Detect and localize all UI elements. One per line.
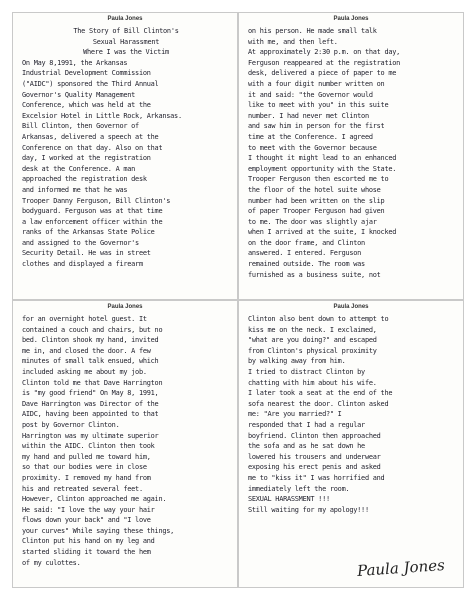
text-line: ("AIDC") sponsored the Third Annual	[22, 79, 159, 88]
text-line: is "my good friend" On May 8, 1991,	[22, 389, 159, 398]
text-line: the sofa and as he sat down he	[248, 442, 365, 451]
signature: Paula Jones	[356, 555, 446, 581]
page-3	[13, 301, 237, 587]
text-line: from Clinton's physical proximity	[248, 346, 377, 355]
text-line: bodyguard. Ferguson was at that time	[22, 207, 163, 216]
letter-sheet	[12, 12, 464, 588]
text-line: the floor of the hotel suite whose	[248, 185, 381, 194]
text-line: I tried to distract Clinton by	[248, 367, 365, 376]
page-header: Paula Jones	[107, 304, 143, 310]
text-line: when I arrived at the suite, I knocked	[248, 228, 397, 237]
text-line: approached the registration desk	[22, 175, 147, 184]
text-line: post by Governor Clinton.	[22, 420, 120, 429]
page-header: Paula Jones	[107, 16, 143, 22]
text-line: Industrial Development Commission	[22, 69, 151, 78]
title-line: Sexual Harassment	[92, 37, 160, 46]
text-line: Clinton also bent down to attempt to	[248, 315, 389, 323]
text-line: boyfriend. Clinton then approached	[248, 431, 381, 440]
text-line: Security Detail. He was in street	[22, 249, 151, 258]
text-line: sofa nearest the door. Clinton asked	[248, 399, 389, 408]
text-line: I thought it might lead to an enhanced	[248, 154, 397, 163]
text-line: On May 8,1991, the Arkansas	[22, 58, 128, 67]
text-line: on the door frame, and Clinton	[248, 238, 365, 247]
text-line: included asking me about my job.	[22, 367, 147, 376]
text-line: Conference, which was held at the	[22, 101, 151, 110]
text-line: Excelsior Hotel in Little Rock, Arkansas.	[22, 111, 182, 120]
text-line: and assigned to the Governor's	[22, 238, 139, 247]
text-line: responded that I had a regular	[248, 420, 365, 429]
text-line: exposing his erect penis and asked	[248, 463, 381, 472]
text-line: his and retreated several feet.	[22, 484, 143, 493]
text-line: remained outside. The room was	[248, 260, 365, 269]
text-line: me to "kiss it" I was horrified and	[248, 473, 385, 482]
text-line: it and said: "the Governor would	[248, 90, 373, 99]
text-line: with me, and then left.	[248, 37, 338, 46]
text-line: number. I had never met Clinton	[248, 111, 369, 120]
text-line: Arkansas, delivered a speech at the	[22, 132, 159, 141]
text-line: Clinton put his hand on my leg and	[22, 537, 155, 546]
text-line: proximity. I removed my hand from	[22, 473, 151, 482]
text-line: with a four digit number written on	[248, 79, 385, 88]
text-line: Still waiting for my apology!!!	[248, 505, 369, 514]
text-line: by walking away from him.	[248, 357, 346, 366]
text-line: to meet with the Governor because	[248, 143, 377, 152]
text-line: AIDC, having been appointed to that	[22, 410, 159, 419]
text-line: Conference on that day. Also on that	[22, 143, 163, 152]
text-line: desk, delivered a piece of paper to me	[248, 69, 397, 78]
page-1-text	[13, 25, 237, 270]
text-line: so that our bodies were in close	[22, 463, 147, 472]
text-line: like to meet with you" in this suite	[248, 101, 389, 110]
text-line: SEXUAL HARASSMENT !!!	[248, 495, 330, 504]
text-line: within the AIDC. Clinton then took	[22, 442, 155, 451]
text-line: "what are you doing?" and escaped	[248, 336, 377, 345]
text-line: Ferguson reappeared at the registration	[248, 58, 401, 67]
text-line: bed. Clinton shook my hand, invited	[22, 336, 159, 345]
text-line: and saw him in person for the first	[248, 122, 385, 131]
text-line: contained a couch and chairs, but no	[22, 325, 163, 334]
text-line: answered. I entered. Ferguson	[248, 249, 362, 258]
text-line: of my culottes.	[22, 558, 81, 567]
text-line: kiss me on the neck. I exclaimed,	[248, 325, 377, 334]
text-line: number had been written on the slip	[248, 196, 385, 205]
text-line: day, I worked at the registration	[22, 154, 151, 163]
text-line: At approximately 2:30 p.m. on that day,	[248, 48, 401, 57]
text-line: for an overnight hotel guest. It	[22, 315, 147, 323]
text-line: Bill Clinton, then Governor of	[22, 122, 139, 131]
page-4-text	[239, 313, 463, 515]
text-line: me: "Are you married?" I	[248, 410, 342, 419]
text-line: I later took a seat at the end of the	[248, 389, 393, 398]
text-line: Trooper Danny Ferguson, Bill Clinton's	[22, 196, 171, 205]
text-line: of paper Trooper Ferguson had given	[248, 207, 385, 216]
text-line: Harrington was my ultimate superior	[22, 431, 159, 440]
text-line: However, Clinton approached me again.	[22, 495, 167, 504]
text-line: clothes and displayed a firearm	[22, 260, 143, 269]
text-line: chatting with him about his wife.	[248, 378, 377, 387]
text-line: He said: "I love the way your hair	[22, 505, 155, 514]
page-header: Paula Jones	[333, 16, 369, 22]
text-line: Clinton told me that Dave Harrington	[22, 378, 163, 387]
text-line: furnished as a business suite, not	[248, 270, 381, 279]
text-line: Trooper Ferguson then escorted me to	[248, 175, 389, 184]
text-line: Governor's Quality Management	[22, 90, 136, 99]
text-line: to me. The door was slightly ajar	[248, 217, 377, 226]
text-line: started sliding it toward the hem	[22, 548, 151, 557]
page-3-text	[13, 313, 237, 568]
text-line: ranks of the Arkansas State Police	[22, 228, 155, 237]
text-line: a law enforcement officer within the	[22, 217, 163, 226]
page-2	[239, 13, 463, 299]
text-line: my hand and pulled me toward him,	[22, 452, 151, 461]
title-line: Where I was the Victim	[83, 48, 169, 57]
text-line: desk at the Conference. A man	[22, 164, 136, 173]
page-1	[13, 13, 237, 299]
text-line: your curves" While saying these things,	[22, 526, 175, 535]
text-line: immediately left the room.	[248, 484, 350, 493]
text-line: on his person. He made small talk	[248, 27, 377, 35]
page-2-text	[239, 25, 463, 280]
title-line: The Story of Bill Clinton's	[73, 27, 179, 35]
page-4	[239, 301, 463, 587]
text-line: employment opportunity with the State.	[248, 164, 397, 173]
text-line: flows down your back" and "I love	[22, 516, 151, 525]
text-line: lowered his trousers and underwear	[248, 452, 381, 461]
text-line: minutes of small talk ensued, which	[22, 357, 159, 366]
text-line: Dave Harrington was Director of the	[22, 399, 159, 408]
text-line: and informed me that he was	[22, 185, 128, 194]
page-header: Paula Jones	[333, 304, 369, 310]
text-line: time at the Conference. I agreed	[248, 132, 373, 141]
text-line: me in, and closed the door. A few	[22, 346, 151, 355]
